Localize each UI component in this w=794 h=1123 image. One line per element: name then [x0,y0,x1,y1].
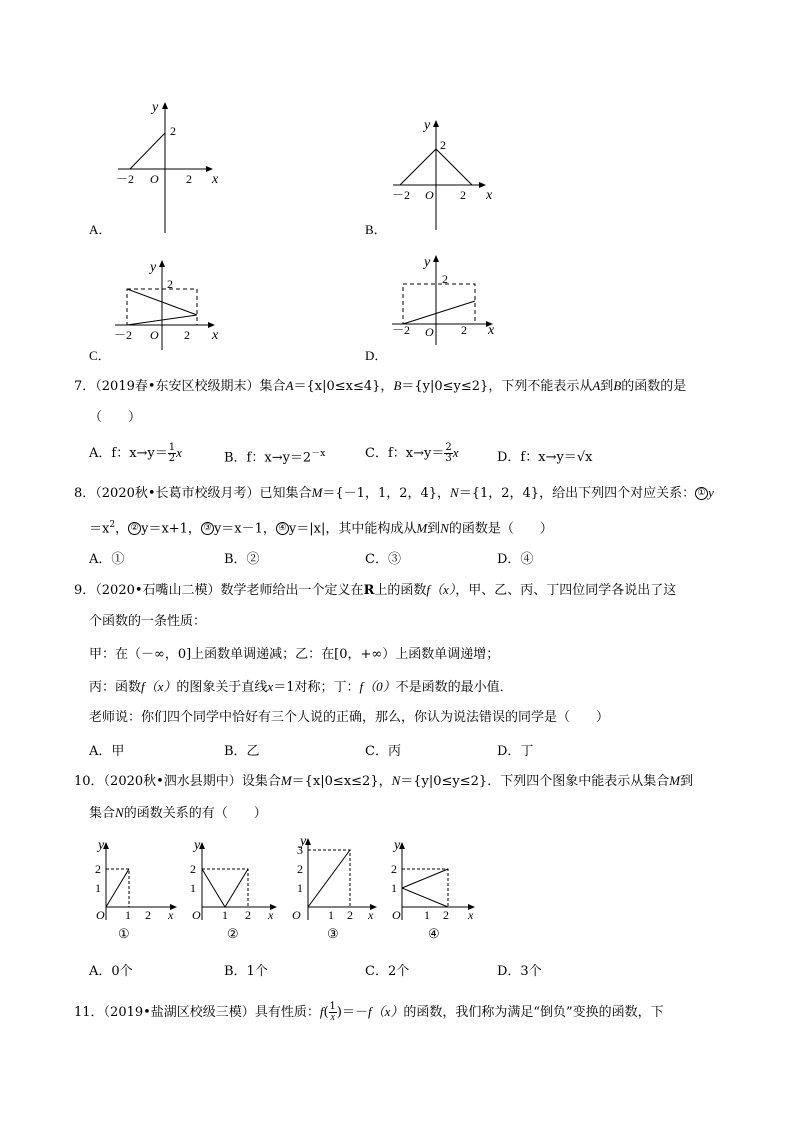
q6-graph-d [390,250,510,350]
svg-text:2: 2 [440,138,446,152]
svg-text:2: 2 [184,328,190,342]
q9-stem-line3: 甲：在（－∞，0]上函数单调递减；乙：在[0，+∞）上函数单调递增； [89,647,500,662]
svg-text:2: 2 [145,908,151,922]
q10-stem-line2: 集合N的函数关系的有（ ） [89,805,267,821]
svg-text:x: x [486,188,493,203]
svg-text:2: 2 [391,862,397,876]
svg-text:2: 2 [186,172,192,186]
q9-option-d[interactable]: D．丁 [497,744,534,759]
q10-option-a[interactable]: A．0个 [89,964,133,979]
svg-text:1: 1 [125,908,131,922]
svg-text:1: 1 [190,881,196,895]
q9-option-a[interactable]: A．甲 [89,744,125,759]
svg-text:O: O [425,325,434,339]
svg-text:O: O [150,328,159,342]
svg-text:O: O [150,172,159,186]
q10-graph-2 [186,835,281,925]
svg-text:x: x [212,172,219,187]
svg-text:y: y [194,838,201,853]
q8-option-b[interactable]: B．② [224,552,260,567]
svg-text:x: x [168,908,174,922]
q10-option-d[interactable]: D．3个 [497,964,542,979]
svg-text:2: 2 [167,277,173,291]
q10-graph-3 [288,835,383,925]
q8-option-c[interactable]: C．③ [365,552,401,567]
q7-paren: （ ） [89,410,142,425]
q10-caption-4: ④ [428,927,440,942]
svg-text:－2: －2 [116,172,135,186]
q7-option-a[interactable]: A．f：x→y＝ $\frac{1}{2}$ x [89,442,182,464]
svg-text:2: 2 [95,862,101,876]
svg-text:1: 1 [328,908,334,922]
svg-text:x: x [488,323,495,338]
svg-text:O: O [192,908,201,922]
svg-text:2: 2 [460,188,466,202]
q8-option-d[interactable]: D．④ [497,552,534,567]
svg-text:2: 2 [170,124,176,138]
q9-stem-line1: 9．（2020•石嘴山二模）数学老师给出一个定义在R上的函数f（x），甲、乙、丙、丁四位同学各说出了这 [74,582,677,598]
svg-text:O: O [392,908,401,922]
svg-text:2: 2 [461,323,467,337]
svg-text:3: 3 [297,843,303,857]
q10-caption-3: ③ [327,927,339,942]
q9-stem-line5: 老师说：你们四个同学中恰好有三个人说的正确，那么，你认为说法错误的同学是（ ） [89,710,610,725]
q9-stem-line2: 个函数的一条性质： [89,614,207,629]
svg-text:2: 2 [190,862,196,876]
q10-graph-1 [92,835,182,925]
svg-text:2: 2 [443,908,449,922]
q6-graph-b [388,115,508,235]
svg-text:x: x [212,328,219,343]
q8-stem-line2: $=x^2$， ② y＝x+1， ③ y＝x－1， ④ y＝|x|，其中能构成从M到N的函数是（ ） [89,520,553,537]
q10-option-c[interactable]: C．2个 [365,964,410,979]
svg-text:y: y [150,260,157,275]
q6-option-b-label: B． [365,222,387,237]
q9-stem-line4: 丙：函数f（x）的图象关于直线x＝1对称；丁：f（0）不是函数的最小值． [89,679,513,695]
q9-option-c[interactable]: C．丙 [365,744,401,759]
svg-text:1: 1 [222,908,228,922]
q6-option-c-label: C． [89,348,111,363]
svg-text:x: x [468,908,474,922]
q7-stem: 7．（2019春•东安区校级期末）集合A＝{x|0≤x≤4}，B＝{y|0≤y≤2}，下列不能表示从A到B的函数的是 [74,378,687,394]
q8-option-a[interactable]: A．① [89,552,125,567]
q11-stem: 11．（2019•盐湖区校级三模）具有性质：f( $\frac{1}{x}$ )＝－f（x）的函数，我们称为满足“倒负”变换的函数，下 [74,1001,664,1023]
svg-text:2: 2 [297,862,303,876]
q7-option-b[interactable]: B．f：$x\to y=2^{-x}$ [224,449,326,466]
svg-text:x: x [268,908,274,922]
svg-text:－2: －2 [114,328,133,342]
svg-text:1: 1 [424,908,430,922]
q6-graph-a [110,95,230,235]
svg-text:2: 2 [245,908,251,922]
q9-option-b[interactable]: B．乙 [224,744,260,759]
q7-option-c[interactable]: C．f：x→y＝ $\frac{2}{3}$ x [365,442,459,464]
q6-option-d-label: D． [365,348,388,363]
svg-text:y: y [300,834,307,849]
q6-graph-c [110,255,230,355]
svg-text:2: 2 [442,272,448,286]
svg-text:2: 2 [347,908,353,922]
q10-caption-2: ② [227,927,239,942]
svg-text:O: O [96,908,105,922]
q10-stem-line1: 10．（2020秋•泗水县期中）设集合M＝{x|0≤x≤2}，N＝{y|0≤y≤2}．下列四个图象中能表示从集合M到 [74,773,694,789]
q7-option-d[interactable]: D．f：x→y＝√x [497,450,593,465]
q8-stem-line1: 8．（2020秋•长葛市校级月考）已知集合M＝{－1，1，2，4}，N＝{1，2，4}，给出下列四个对应关系： ① y [74,485,714,501]
q10-option-b[interactable]: B．1个 [224,964,268,979]
svg-text:y: y [424,118,431,133]
q10-graph-4 [388,835,483,925]
svg-text:y: y [394,838,401,853]
svg-text:x: x [368,908,374,922]
svg-text:O: O [292,908,301,922]
svg-text:－2: －2 [392,188,411,202]
svg-text:1: 1 [391,881,397,895]
svg-text:y: y [424,255,431,270]
svg-text:－2: －2 [392,323,411,337]
svg-text:O: O [425,188,434,202]
q10-caption-1: ① [118,927,130,942]
svg-text:y: y [98,838,105,853]
svg-text:1: 1 [297,881,303,895]
q6-option-a-label: A． [89,222,112,237]
svg-text:1: 1 [95,881,101,895]
y-axis-label: y [152,100,159,115]
